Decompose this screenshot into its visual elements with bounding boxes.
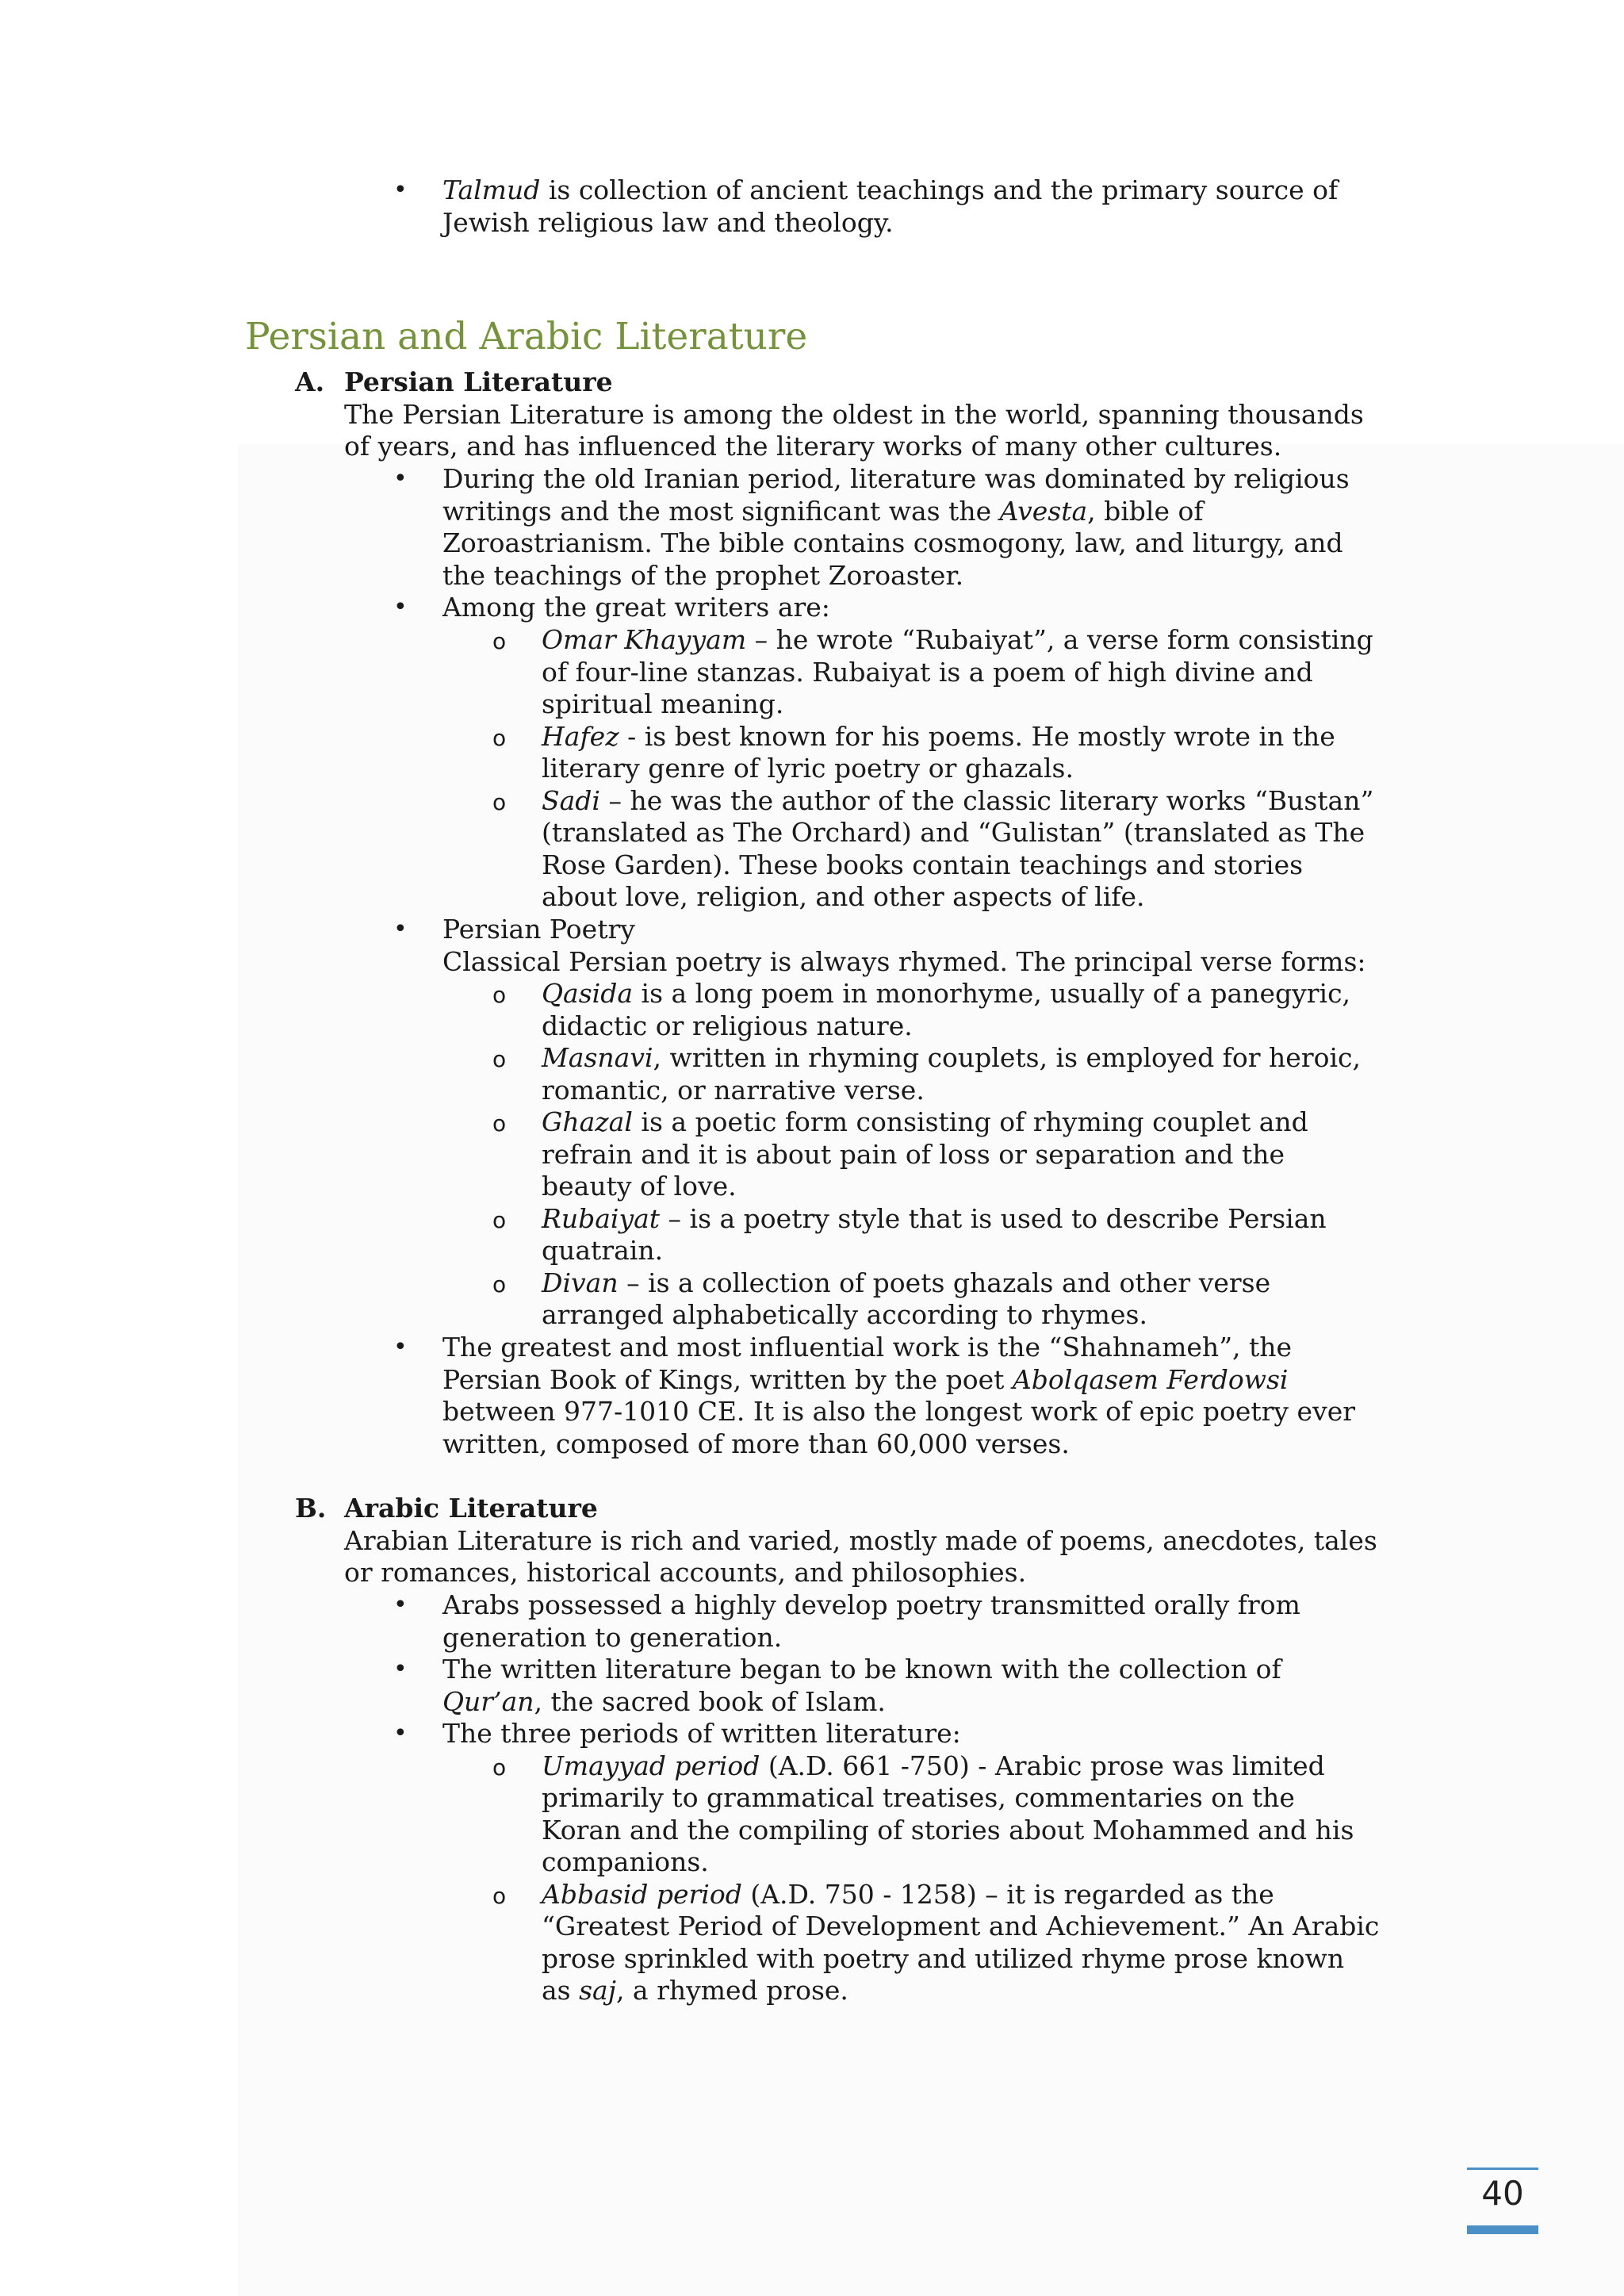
persian-heading: Persian Literature — [344, 366, 613, 397]
arabic-intro-1: Arabian Literature is rich and varied, mostly made of poems, anecdotes, tales — [344, 1525, 1377, 1556]
talmud-term: Talmud — [442, 174, 541, 205]
omar-line-3: spiritual meaning. — [542, 688, 784, 719]
page-number-top-rule — [1467, 2168, 1538, 2170]
text: is a long poem in monorhyme, usually of a panegyric, — [633, 978, 1351, 1009]
sub-bullet-marker: o — [492, 1207, 507, 1233]
sub-bullet-marker: o — [492, 628, 507, 654]
sadi-term: Sadi — [542, 785, 600, 816]
abbasid-line-4 — [542, 1975, 848, 2007]
text: - is best known for his poems. He mostly wrote in the — [619, 721, 1335, 752]
arabic-intro-2: or romances, historical accounts, and philosophies. — [344, 1557, 1027, 1588]
qasida-line-1 — [542, 978, 1350, 1010]
bullet-marker: • — [393, 1655, 408, 1683]
persian-intro-1: The Persian Literature is among the oldest in the world, spanning thousands — [344, 399, 1364, 430]
avesta-term: Avesta — [999, 496, 1088, 527]
text: as — [542, 1975, 580, 2006]
persian-b1-line-1: During the old Iranian period, literature was dominated by religious — [442, 463, 1350, 494]
sub-bullet-marker: o — [492, 1271, 507, 1297]
sub-bullet-marker: o — [492, 789, 507, 815]
bullet-marker: • — [393, 465, 408, 493]
persian-b1-line-3: Zoroastrianism. The bible contains cosmogony, law, and liturgy, and — [442, 527, 1343, 558]
arabic-b2-line-1: The written literature began to be known with the collection of — [442, 1654, 1281, 1685]
persian-b3-sub: Classical Persian poetry is always rhymed. The principal verse forms: — [442, 946, 1366, 977]
rubaiyat-term: Rubaiyat — [542, 1203, 661, 1234]
section-heading: Persian and Arabic Literature — [245, 315, 808, 358]
sub-bullet-marker: o — [492, 725, 507, 751]
abbasid-line-2: “Greatest Period of Development and Achievement.” An Arabic — [542, 1911, 1380, 1941]
text: writings and the most significant was the — [442, 496, 1000, 527]
sadi-line-3: Rose Garden). These books contain teachings and stories — [542, 849, 1304, 880]
persian-b1-line-2 — [442, 496, 1204, 528]
persian-b4-line-3: between 977-1010 CE. It is also the longest work of epic poetry ever — [442, 1396, 1356, 1427]
text: – is a poetry style that is used to describe Persian — [660, 1203, 1327, 1234]
text: – he wrote “Rubaiyat”, a verse form consisting — [746, 624, 1373, 655]
talmud-line-2: Jewish religious law and theology. — [442, 207, 894, 238]
omar-term: Omar Khayyam — [542, 624, 747, 655]
persian-b4-line-1: The greatest and most influential work is the “Shahnameh”, the — [442, 1332, 1293, 1363]
divan-line-2: arranged alphabetically according to rhymes. — [542, 1299, 1147, 1330]
bullet-marker: • — [393, 176, 408, 204]
umayyad-line-4: companions. — [542, 1846, 709, 1877]
persian-b3: Persian Poetry — [442, 914, 635, 945]
bullet-marker: • — [393, 593, 408, 621]
bullet-marker: • — [393, 915, 408, 943]
ferdowsi-term: Abolqasem Ferdowsi — [1012, 1364, 1289, 1395]
text: (A.D. 750 - 1258) – it is regarded as the — [741, 1879, 1274, 1910]
persian-b2: Among the great writers are: — [442, 592, 830, 623]
text: Persian Book of Kings, written by the poet — [442, 1364, 1013, 1395]
sub-bullet-marker: o — [492, 1110, 507, 1137]
bullet-marker: • — [393, 1333, 408, 1361]
text: – he was the author of the classic literary works “Bustan” — [599, 785, 1374, 816]
bullet-marker: • — [393, 1719, 408, 1747]
persian-intro-2: of years, and has influenced the literary works of many other cultures. — [344, 431, 1282, 462]
divan-line-1 — [542, 1267, 1270, 1300]
divan-term: Divan — [542, 1267, 619, 1298]
umayyad-line-1 — [542, 1750, 1325, 1783]
text: (A.D. 661 -750) - Arabic prose was limited — [760, 1750, 1325, 1781]
arabic-b2-line-2 — [442, 1686, 886, 1719]
ghazal-line-2: refrain and it is about pain of loss or separation and the — [542, 1139, 1285, 1170]
qasida-line-2: didactic or religious nature. — [542, 1010, 913, 1041]
sub-bullet-marker: o — [492, 1883, 507, 1909]
arabic-heading: Arabic Literature — [344, 1493, 598, 1524]
persian-b4-line-2 — [442, 1364, 1288, 1397]
ghazal-term: Ghazal — [542, 1106, 633, 1137]
abbasid-line-3: prose sprinkled with poetry and utilized rhyme prose known — [542, 1943, 1345, 1974]
text: , a rhymed prose. — [615, 1975, 848, 2006]
sadi-line-2: (translated as The Orchard) and “Gulistan” (translated as The — [542, 817, 1365, 848]
persian-label: A. — [295, 366, 325, 397]
omar-line-1 — [542, 624, 1373, 657]
page-number: 40 — [1481, 2174, 1524, 2213]
sub-bullet-marker: o — [492, 1754, 507, 1780]
page-number-bottom-bar — [1467, 2225, 1538, 2234]
omar-line-2: of four-line stanzas. Rubaiyat is a poem of high divine and — [542, 657, 1313, 688]
text: , bible of — [1087, 496, 1204, 527]
arabic-b1-line-2: generation to generation. — [442, 1622, 783, 1653]
sadi-line-1 — [542, 785, 1373, 818]
talmud-line-1 — [442, 174, 1338, 207]
rubaiyat-line-1 — [542, 1203, 1327, 1236]
masnavi-term: Masnavi — [542, 1042, 653, 1073]
masnavi-line-1 — [542, 1042, 1361, 1075]
bullet-marker: • — [393, 1591, 408, 1619]
text: , the sacred book of Islam. — [534, 1686, 886, 1717]
umayyad-line-3: Koran and the compiling of stories about Mohammed and his — [542, 1815, 1354, 1846]
rubaiyat-line-2: quatrain. — [542, 1235, 664, 1266]
hafez-line-1 — [542, 721, 1335, 753]
sub-bullet-marker: o — [492, 982, 507, 1008]
umayyad-line-2: primarily to grammatical treatises, commentaries on the — [542, 1782, 1295, 1813]
abbasid-line-1 — [542, 1879, 1274, 1911]
hafez-line-2: literary genre of lyric poetry or ghazals. — [542, 753, 1074, 784]
sadi-line-4: about love, religion, and other aspects of life. — [542, 881, 1145, 912]
talmud-text: is collection of ancient teachings and the primary source of — [540, 174, 1339, 205]
page-number-box — [1467, 2168, 1538, 2234]
arabic-b1-line-1: Arabs possessed a highly develop poetry transmitted orally from — [442, 1589, 1300, 1620]
persian-b4-line-4: written, composed of more than 60,000 verses. — [442, 1428, 1070, 1459]
masnavi-line-2: romantic, or narrative verse. — [542, 1075, 925, 1106]
text: , written in rhyming couplets, is employed for heroic, — [653, 1042, 1361, 1073]
hafez-term: Hafez — [542, 721, 619, 752]
abbasid-term: Abbasid period — [542, 1879, 742, 1910]
qasida-term: Qasida — [542, 978, 634, 1009]
ghazal-line-3: beauty of love. — [542, 1171, 737, 1202]
persian-b1-line-4: the teachings of the prophet Zoroaster. — [442, 560, 964, 591]
quran-term: Qur’an — [442, 1686, 534, 1717]
umayyad-term: Umayyad period — [542, 1750, 760, 1781]
arabic-label: B. — [295, 1493, 327, 1524]
text: – is a collection of poets ghazals and other verse — [618, 1267, 1271, 1298]
arabic-b3: The three periods of written literature: — [442, 1718, 961, 1749]
saj-term: saj — [579, 1975, 616, 2006]
text: is a poetic form consisting of rhyming couplet and — [632, 1106, 1308, 1137]
ghazal-line-1 — [542, 1106, 1308, 1139]
sub-bullet-marker: o — [492, 1046, 507, 1072]
